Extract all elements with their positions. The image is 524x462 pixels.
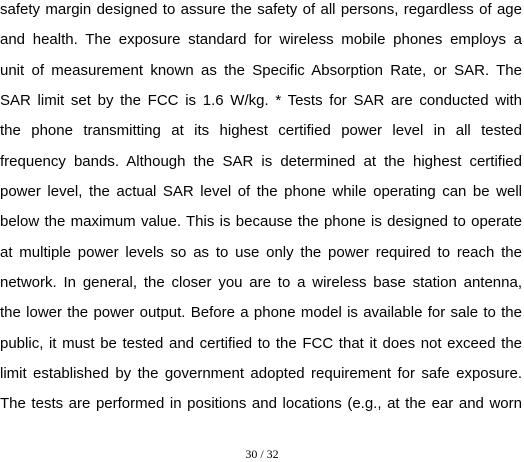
- text-line: limit established by the government adopted requirement for safe exposure.: [0, 365, 522, 383]
- text-line: the phone transmitting at its highest certified power level in all tested: [0, 122, 522, 140]
- text-line: frequency bands. Although the SAR is determined at the highest certified: [0, 152, 522, 170]
- text-line: the lower the power output. Before a phone model is available for sale to the: [0, 304, 522, 322]
- text-line: power level, the actual SAR level of the phone while operating can be well: [0, 183, 522, 201]
- text-line: safety margin designed to assure the safety of all persons, regardless of age: [0, 1, 522, 18]
- text-line: public, it must be tested and certified to the FCC that it does not exceed the: [0, 334, 522, 352]
- text-line: network. In general, the closer you are to a wireless base station antenna,: [0, 274, 522, 292]
- page-number: 30 / 32: [245, 447, 279, 461]
- text-line: and health. The exposure standard for wireless mobile phones employs a: [0, 31, 522, 49]
- text-line: unit of measurement known as the Specific Absorption Rate, or SAR. The: [0, 61, 522, 79]
- text-line: The tests are performed in positions and locations (e.g., at the ear and worn: [0, 395, 522, 413]
- text-line: SAR limit set by the FCC is 1.6 W/kg. * Tests for SAR are conducted with: [0, 92, 522, 110]
- text-line: at multiple power levels so as to use only the power required to reach the: [0, 243, 522, 261]
- text-line: below the maximum value. This is because the phone is designed to operate: [0, 213, 522, 231]
